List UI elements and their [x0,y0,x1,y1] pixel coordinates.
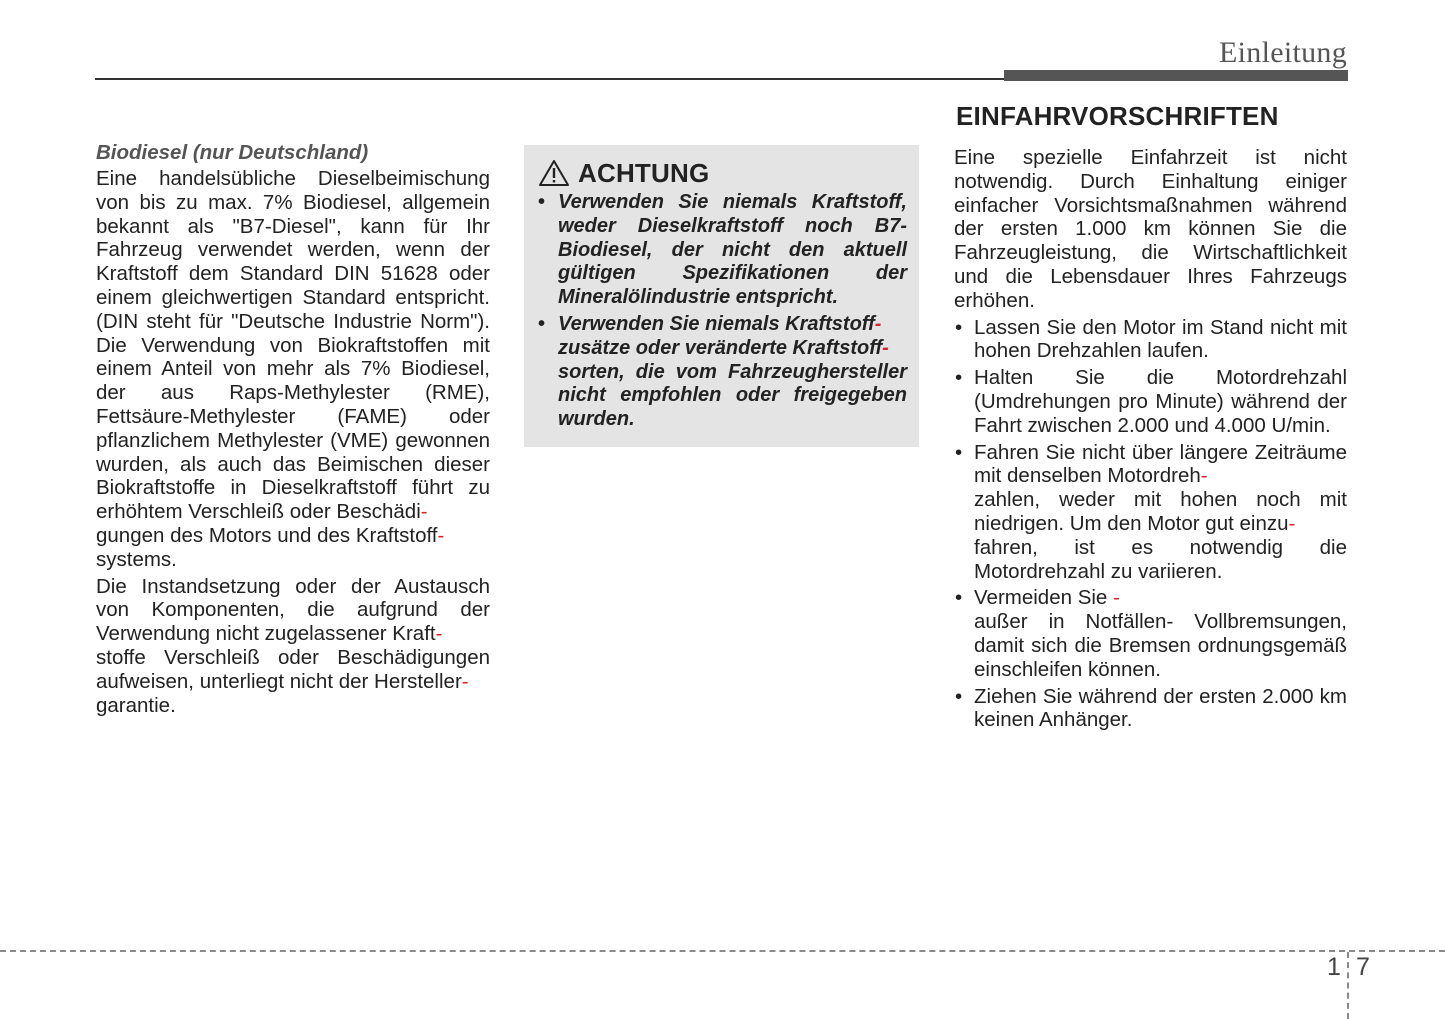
warning-item: • Verwenden Sie niemals Kraftstoff, weder Dieselkraftstoff noch B7-Biodiesel, der nicht den aktuell gültigen Spezifikationen der Mineralölindustrie entspricht. [536,191,907,310]
biodiesel-paragraph-1: Eine handelsübliche Dieselbeimischung von bis zu max. 7% Biodiesel, allgemein bekannt als "B7-Diesel", kann für Ihr Fahrzeug verwendet werden, wenn der Kraftstoff dem Standard DIN 51628 oder einem gleichwertigen Standard entspricht. (DIN steht für "Deutsche Industrie Norm"). Die Verwendung von Biokraftstoffen mit einem Anteil von mehr als 7% Biodiesel, der aus Raps-Methylester (RME), Fettsäure-Methylester (FAME) oder pflanzlichem Methylester (VME) gewonnen wurden, als auch das Beimischen dieser Biokraftstoffe in Dieselkraftstoff führt zu erhöhtem Verschleiß oder Beschädi- gungen des Motors und des Kraftstoff- systems. [96,167,490,571]
warning-list [536,191,907,432]
break-in-intro: Eine spezielle Einfahrzeit ist nicht notwendig. Durch Einhaltung einiger einfacher Vorsichtsmaßnahmen während der ersten 1.000 km können Sie die Fahrzeugleistung, die Wirtschaftlichkeit und die Lebensdauer Ihres Fahrzeugs erhöhen. [954,146,1347,312]
break-in-list [954,316,1347,733]
right-column [954,101,1347,732]
header-rule [95,78,1005,80]
chapter-number: 1 [1327,953,1341,981]
header-accent-bar [1004,70,1348,81]
page-number: 7 [1356,953,1370,981]
list-item: • Vermeiden Sie - außer in Notfällen- Vollbremsungen, damit sich die Bremsen ordnungsgemäß einschleifen können. [954,586,1347,681]
biodiesel-paragraph-2: Die Instandsetzung oder der Austausch von Komponenten, die aufgrund der Verwendung nicht zugelassener Kraft- stoffe Verschleiß oder Beschädigungen aufweisen, unterliegt nicht der Hersteller- garantie. [96,574,490,717]
list-item: • Ziehen Sie während der ersten 2.000 km keinen Anhänger. [954,685,1347,733]
list-item: • Lassen Sie den Motor im Stand nicht mit hohen Drehzahlen laufen. [954,316,1347,364]
left-column [96,141,490,717]
biodiesel-subheading: Biodiesel (nur Deutschland) [96,141,369,164]
warning-title: ACHTUNG [578,157,710,188]
page-number-separator [1347,952,1349,1019]
warning-triangle-icon [538,159,570,187]
footer-dashed-rule [0,950,1445,952]
warning-item: • Verwenden Sie niemals Kraftstoff- zusätze oder veränderte Kraftstoff- sorten, die vom Fahrzeughersteller nicht empfohlen oder freigegeben wurden. [536,313,907,432]
warning-header [538,157,709,189]
break-in-heading: EINFAHRVORSCHRIFTEN [956,101,1279,131]
section-title: Einleitung [1219,36,1347,69]
list-item: • Fahren Sie nicht über längere Zeiträume mit denselben Motordreh- zahlen, weder mit hohen noch mit niedrigen. Um den Motor gut einzu- fahren, ist es notwendig die Motordrehzahl zu variieren. [954,441,1347,584]
warning-box [524,145,919,447]
list-item: • Halten Sie die Motordrehzahl (Umdrehungen pro Minute) während der Fahrt zwischen 2.000 und 4.000 U/min. [954,366,1347,437]
